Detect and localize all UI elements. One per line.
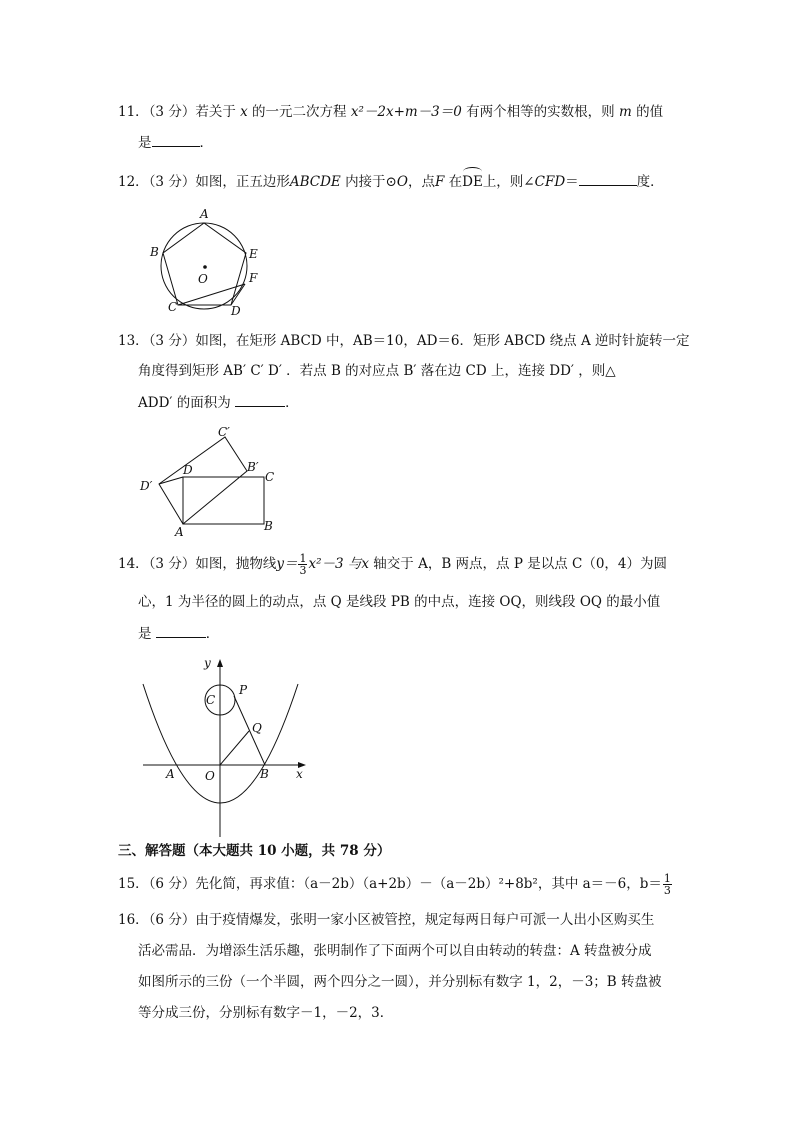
q11-number: 11． [118, 104, 149, 120]
answer-blank[interactable] [152, 132, 200, 147]
fraction [298, 553, 307, 576]
label-a: A [175, 525, 184, 539]
q13-figure-rectangles [138, 424, 288, 539]
answer-blank[interactable] [235, 392, 285, 407]
q14-var: x [361, 556, 369, 572]
label-c1: C′ [218, 425, 230, 439]
q11-text: 若关于 [195, 104, 236, 120]
q13-text: 角度得到矩形 AB′ C′ D′ ．若点 B 的对应点 B′ 落在边 CD 上，连接 DD′ ，则△ [138, 363, 616, 379]
q14-line1 [118, 553, 667, 576]
q16-line1 [118, 910, 654, 930]
q14-line3 [138, 623, 219, 644]
q15-score: （6 分） [148, 876, 196, 892]
frac-num: 1 [299, 552, 307, 565]
q13-line3 [138, 392, 299, 413]
segment-oq [220, 731, 249, 765]
q13-text: ． [285, 395, 299, 411]
q14-text: x²－3 与 [308, 556, 362, 572]
q12-text: 上，则∠ [482, 174, 535, 190]
q12-var: CFD [534, 174, 566, 190]
q13-number: 13． [118, 333, 149, 349]
label-a: A [166, 767, 175, 781]
q14-text: ． [205, 626, 220, 642]
q15-number: 15． [118, 876, 149, 892]
q12-var: ABCDE [289, 174, 341, 190]
frac-num: 1 [663, 872, 671, 885]
q12-line1 [118, 171, 664, 192]
q16-number: 16． [118, 912, 149, 928]
label-b1: B′ [247, 460, 259, 474]
q14-figure-parabola [138, 652, 318, 842]
q11-text: 是 [138, 135, 152, 151]
fraction [663, 873, 672, 896]
segment-dd1 [159, 477, 183, 484]
q14-line2 [138, 592, 660, 612]
label-c: C [265, 470, 275, 484]
segment-df [231, 284, 245, 305]
q14-text: 心，1 为半径的圆上的动点，点 Q 是线段 PB 的中点，连接 OQ，则线段 OQ 的最小值 [138, 594, 661, 610]
label-a: A [200, 207, 209, 221]
frac-den: 3 [299, 564, 307, 577]
q12-text: ＝ [565, 174, 579, 190]
center-dot [203, 265, 207, 269]
q16-score: （6 分） [148, 912, 196, 928]
q12-text: 内接于⊙ [345, 174, 397, 190]
label-d: D [231, 304, 241, 318]
q12-var: F [434, 174, 445, 190]
q11-equation: x²－2x+m－3＝0 [350, 104, 462, 120]
q12-text: 在 [448, 174, 463, 190]
q15-text: 先化简，再求值：（a－2b）（a+2b）－（a－2b）²+8b²，其中 a＝－6，b＝ [195, 876, 662, 892]
q11-var: x [240, 104, 248, 120]
q14-number: 14． [118, 556, 149, 572]
frac-den: 3 [663, 884, 671, 897]
label-b: B [260, 767, 269, 781]
q12-score: （3 分） [148, 174, 196, 190]
q11-text: ． [199, 135, 213, 151]
label-f: F [249, 271, 258, 285]
q13-line1 [118, 331, 689, 351]
q16-text: 由于疫情爆发，张明一家小区被管控，规定每两日每户可派一人出小区购买生 [195, 912, 655, 928]
q11-text: 的一元二次方程 [252, 104, 347, 120]
label-c: C [206, 693, 216, 707]
q12-text: ，点 [407, 174, 435, 190]
label-y: y [204, 656, 211, 670]
q16-line4: 等分成三份，分别标有数字－1，－2，3． [138, 1005, 394, 1021]
label-d: D [183, 463, 193, 477]
q11-text: 有两个相等的实数根，则 [466, 104, 615, 120]
label-d1: D′ [140, 479, 153, 493]
q14-text: 轴交于 A，B 两点，点 P 是以点 C（0，4）为圆 [373, 556, 668, 572]
label-c: C [168, 300, 178, 314]
label-o: O [198, 272, 208, 286]
q14-score: （3 分） [148, 556, 196, 572]
q12-var: O [396, 174, 408, 190]
answer-blank[interactable] [579, 171, 637, 186]
q12-text: 如图，正五边形 [195, 174, 290, 190]
q12-text: 度． [636, 174, 664, 190]
rect-abcd [183, 477, 264, 524]
q15-line1 [118, 873, 673, 896]
q14-text: 是 [138, 626, 152, 642]
q13-line2 [138, 361, 616, 381]
label-b: B [264, 519, 273, 533]
q13-text: 如图，在矩形 ABCD 中，AB＝10，AD＝6．矩形 ABCD 绕点 A 逆时针旋转一定 [195, 333, 690, 349]
segment-cf [178, 284, 245, 305]
q12-number: 12． [118, 174, 149, 190]
q13-score: （3 分） [148, 333, 196, 349]
label-o: O [205, 769, 215, 783]
label-e: E [249, 247, 258, 261]
arc-de: DE [462, 174, 483, 190]
q12-figure-pentagon [145, 205, 275, 318]
q16-line3: 如图所示的三份（一个半圆，两个四分之一圆），并分别标有数字 1，2，－3；B 转盘被 [138, 974, 662, 990]
q11-line2 [138, 132, 213, 153]
section-title: 三、解答题（本大题共 10 小题，共 78 分） [118, 843, 391, 859]
q13-text: ADD′ 的面积为 [138, 395, 231, 411]
label-p: P [239, 683, 248, 697]
label-x: x [296, 767, 303, 781]
q11-var: m [618, 104, 632, 120]
q11-line1 [118, 102, 663, 122]
label-q: Q [252, 721, 262, 735]
answer-blank[interactable] [156, 623, 206, 638]
q14-var: y＝ [276, 556, 298, 572]
q16-line2: 活必需品．为增添生活乐趣，张明制作了下面两个可以自由转动的转盘：A 转盘被分成 [138, 943, 652, 959]
q11-score: （3 分） [148, 104, 196, 120]
q11-text: 的值 [636, 104, 664, 120]
q14-text: 如图，抛物线 [195, 556, 277, 572]
y-arrow [217, 659, 223, 667]
label-b: B [150, 245, 159, 259]
